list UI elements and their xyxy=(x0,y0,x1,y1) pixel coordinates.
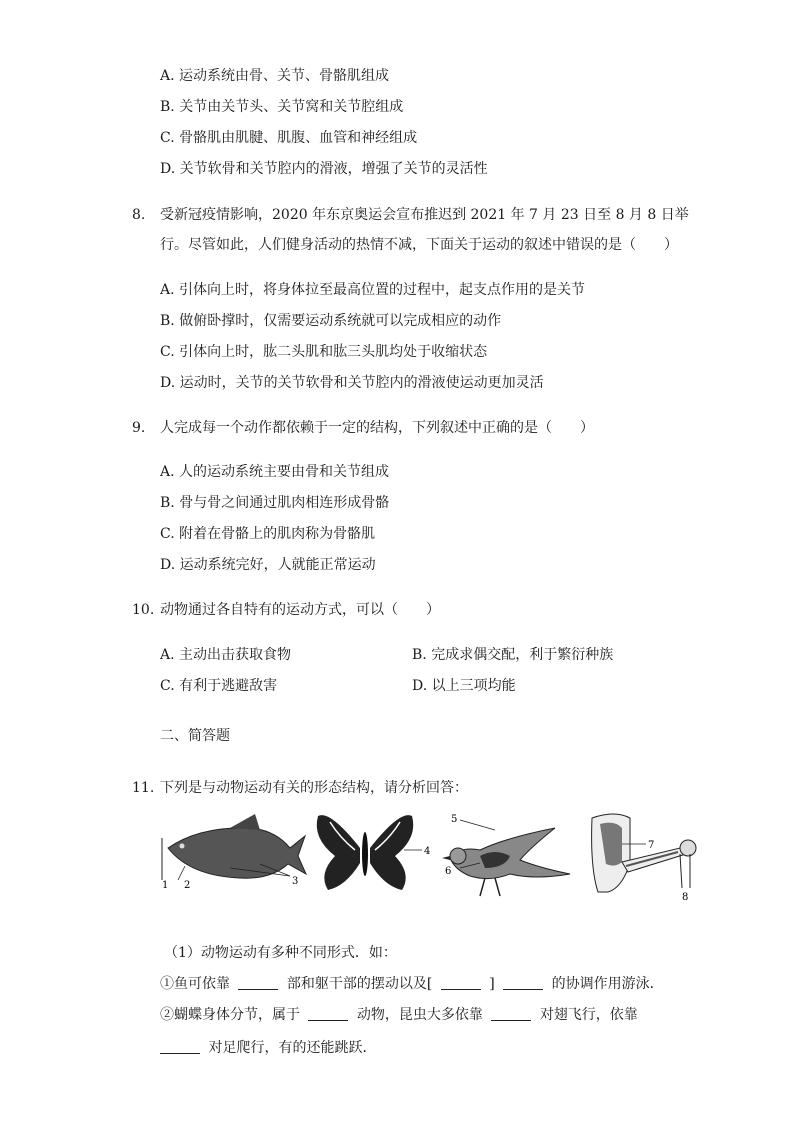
q11-number: 11. xyxy=(132,780,155,796)
q7-option-b: B. 关节由关节头、关节窝和关节腔组成 xyxy=(160,99,404,115)
q11-stem: 下列是与动物运动有关的形态结构，请分析回答： xyxy=(160,780,468,796)
answer-blank[interactable] xyxy=(160,1039,200,1054)
q9-option-a: A. 人的运动系统主要由骨和关节组成 xyxy=(160,464,390,480)
arm-illustration xyxy=(592,814,696,903)
answer-blank[interactable] xyxy=(503,975,543,990)
q11-sub1-title: （1）动物运动有多种不同形式．如： xyxy=(164,945,397,961)
q10-option-c: C. 有利于逃避敌害 xyxy=(160,678,278,694)
butterfly-illustration xyxy=(317,815,431,890)
q7-option-d: D. 关节软骨和关节腔内的滑液，增强了关节的灵活性 xyxy=(160,161,488,177)
fish-label-1: 1 xyxy=(162,880,169,891)
q8-option-c: C. 引体向上时，肱二头肌和肱三头肌均处于收缩状态 xyxy=(160,344,488,360)
text-segment: ①鱼可依靠 xyxy=(160,976,230,992)
answer-blank[interactable] xyxy=(308,1006,348,1021)
fish-label-3: 3 xyxy=(292,876,299,887)
q9-option-c: C. 附着在骨骼上的肌肉称为骨骼肌 xyxy=(160,526,376,542)
animal-structures-figure xyxy=(160,808,700,908)
q8-stem-line1: 受新冠疫情影响，2020 年东京奥运会宣布推迟到 2021 年 7 月 23 日至 8 月 8 日举 xyxy=(160,207,689,223)
section-title: 二、简答题 xyxy=(160,728,230,744)
bird-label-5: 5 xyxy=(451,814,458,825)
q8-number: 8. xyxy=(132,207,146,223)
answer-blank[interactable] xyxy=(491,1006,531,1021)
text-segment: 动物，昆虫大多依靠 xyxy=(356,1007,483,1023)
q9-stem: 人完成每一个动作都依赖于一定的结构，下列叙述中正确的是（ ） xyxy=(160,420,594,436)
text-segment: ] xyxy=(489,976,495,992)
arm-label-8: 8 xyxy=(682,892,689,903)
answer-blank[interactable] xyxy=(441,975,481,990)
fish-label-2: 2 xyxy=(184,880,191,891)
q9-number: 9. xyxy=(132,420,146,436)
q11-sub1-line-c xyxy=(160,1038,376,1058)
q11-sub1-line-a xyxy=(160,974,664,994)
text-segment: ②蝴蝶身体分节，属于 xyxy=(160,1007,300,1023)
text-segment: 的协调作用游泳． xyxy=(551,976,664,992)
q7-option-c: C. 骨骼肌由肌腱、肌腹、血管和神经组成 xyxy=(160,130,418,146)
q10-number: 10. xyxy=(132,602,155,618)
bird-illustration xyxy=(442,814,570,896)
fish-illustration xyxy=(162,814,306,891)
q7-option-a: A. 运动系统由骨、关节、骨骼肌组成 xyxy=(160,68,390,84)
q9-option-b: B. 骨与骨之间通过肌肉相连形成骨骼 xyxy=(160,495,390,511)
q11-sub1-line-b xyxy=(160,1005,638,1025)
q9-option-d: D. 运动系统完好，人就能正常运动 xyxy=(160,557,376,573)
q10-option-a: A. 主动出击获取食物 xyxy=(160,647,292,663)
text-segment: 对翅飞行，依靠 xyxy=(539,1007,638,1023)
butterfly-label-4: 4 xyxy=(424,846,431,857)
answer-blank[interactable] xyxy=(238,975,278,990)
q10-option-d: D. 以上三项均能 xyxy=(412,678,516,694)
text-segment: 部和躯干部的摆动以及[ xyxy=(286,976,433,992)
text-segment: 对足爬行，有的还能跳跃． xyxy=(208,1040,377,1056)
q10-stem: 动物通过各自特有的运动方式，可以（ ） xyxy=(160,602,440,618)
q10-option-b: B. 完成求偶交配，利于繁衍种族 xyxy=(412,647,614,663)
q8-option-d: D. 运动时，关节的关节软骨和关节腔内的滑液使运动更加灵活 xyxy=(160,375,544,391)
q8-option-a: A. 引体向上时，将身体拉至最高位置的过程中，起支点作用的是关节 xyxy=(160,282,586,298)
q8-stem-line2: 行。尽管如此，人们健身活动的热情不减，下面关于运动的叙述中错误的是（ ） xyxy=(160,237,678,253)
q8-option-b: B. 做俯卧撑时，仅需要运动系统就可以完成相应的动作 xyxy=(160,313,502,329)
arm-label-7: 7 xyxy=(648,840,655,851)
bird-label-6: 6 xyxy=(445,866,452,877)
